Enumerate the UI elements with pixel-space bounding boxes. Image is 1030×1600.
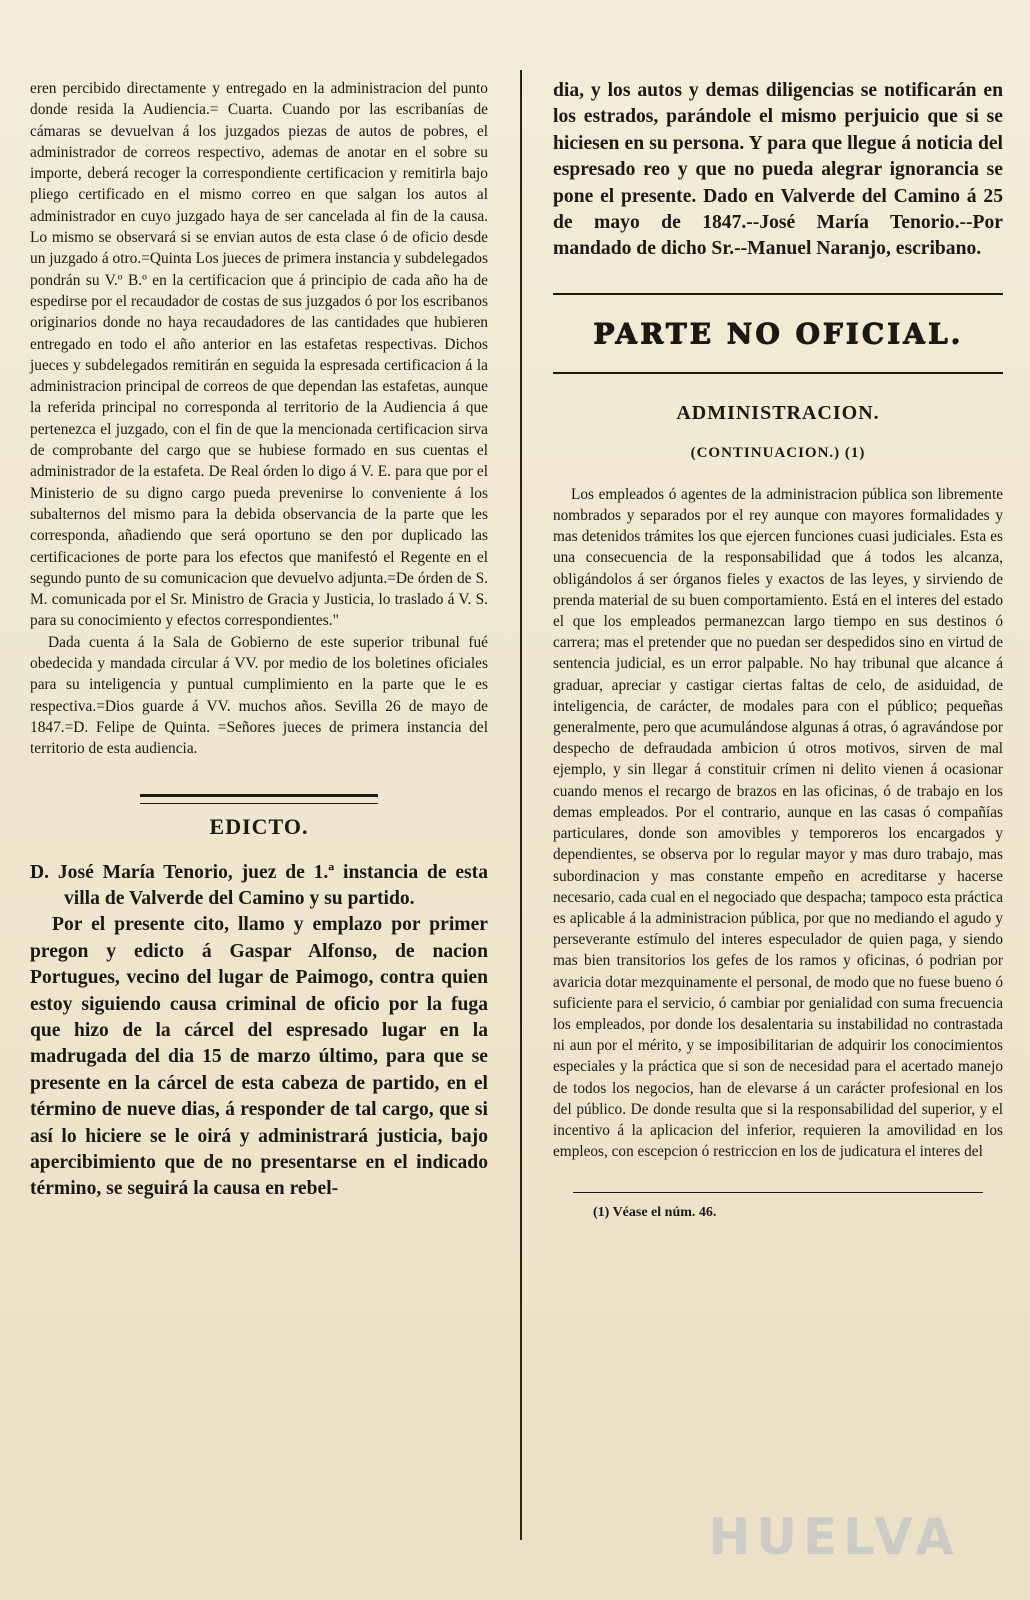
footnote-rule [573,1192,983,1193]
ornamental-rule [140,794,378,804]
body-paragraph-1: eren percibido directamente y entregado en la administracion del punto donde resida la Audiencia.= Cuarta. Cuando por las escribanías de cámaras se devuelvan á los juzgados piezas de autos de pobres, el administrador de correos respectivo, ademas de anotar en el sobre su importe, deberá recoger la correspondiente certificacion y remitirla bajo pliego certificado en el mismo correo en que salgan los autos al administrador en cuyo juzgado haya de ser cancelada al fin de la causa. Lo mismo se observará si se envian autos de esta clase ó de oficio desde un juzgado á otro.=Quinta Los jueces de primera instancia y subdelegados pondrán su V.º B.º en la certificacion que á principio de cada año ha de espedirse por el recaudador de costas de sus juzgados ó por los escribanos originarios donde no haya recaudadores de las cantidades que hubieren entregado en todo el año anterior en las estafetas respectivas. Dichos jueces y subdelegados remitirán en seguida la espresada certificacion á la administracion principal de correos de que dependan las estafetas, aunque la referida principal no corresponda al territorio de la Audiencia á que pertenezca el juzgado, con el fin de que la mencionada certificacion sirva de comprobante del cargo que se hubiese formado en sus cuentas el administrador de la estafeta. De Real órden lo digo á V. E. para que por el Ministerio de su digno cargo pueda prevenirse lo conveniente á los subalternos del mismo para la debida observancia de la parte que les corresponda, añadiendo que será oportuno se den por duplicado las certificaciones de porte para los efectos que manifestó el Regente en el segundo punto de su comunicacion que devuelvo adjunta.=De órden de S. M. comunicada por el Sr. Ministro de Gracia y Justicia, lo traslado á V. S. para su conocimiento y efectos correspondientes." [30,80,488,630]
section-rule-bottom [553,372,1003,374]
body-paragraph-2: Dada cuenta á la Sala de Gobierno de este superior tribunal fué obedecida y mandada circular á VV. por medio de los boletines oficiales para su inteligencia y puntual cumplimiento en la parte que le es respectiva.=Dios guarde á VV. muchos años. Sevilla 26 de mayo de 1847.=D. Felipe de Quinta. =Señores jueces de primera instancia del territorio de esta audiencia. [30,633,488,758]
section-subtitle: (CONTINUACION.) (1) [690,444,866,461]
section-title: ADMINISTRACION. [676,401,880,424]
column-divider [520,70,522,1540]
edicto-body: Por el presente cito, llamo y emplazo por primer pregon y edicto á Gaspar Alfonso, de nacion Portugues, vecino del lugar de Paimogo, contra quien estoy siguiendo causa criminal de oficio por la fuga que hizo de la cárcel del espresado lugar en la madrugada del dia 15 de marzo último, para que se presente en la cárcel de esta cabeza de partido, en el término de nueve dias, á responder de tal cargo, que si así lo hiciere se le oirá y administrará justicia, bajo apercibimiento que de no presentarse en el indicado término, se seguirá la causa en rebel- [30,914,488,1200]
edicto-heading: EDICTO. [209,813,309,839]
administracion-body: Los empleados ó agentes de la administracion pública son libremente nombrados y separados por el rey aunque con mayores formalidades y mas detenidos trámites los que ejercen funciones cuasi judiciales. Esta es una consecuencia de la responsabilidad que á todos les alcanza, obligándolos á ser órganos fieles y exactos de las leyes, y sirviendo de prenda material de su buen comportamiento. Está en el interes del estado el que los empleados permanezcan largo tiempo en sus destinos ó carrera; mas el pretender que no puedan ser despedidos sino en virtud de sentencia judicial, es un error palpable. No hay tribunal que alcance á graduar, apreciar y castigar ciertas faltas de celo, de asiduidad, de inteligencia, de carácter, de modales para con el público; pequeñas generalmente, pero que acumulándose algunas á otras, ó agravándose por despecho de defraudada ambicion ú otros motivos, sirven de mal ejemplo, y sin llegar á constituir crímen ni delito vienen á ocasionar cuando menos el recargo de brazos en las oficinas, ó de trabajo en los demas empleados. Por el contrario, aunque en las casas ó compañías particulares, donde son amovibles y temporeros los encargados y dependientes, se observa por lo regular mayor y mas duro trabajo, mas subordinacion y mas constante empeño en acreditarse y hacerse necesario, cada cual en el negociado que despacha; tampoco esta práctica es aplicable á la administracion pública, por que no mediando el agudo y perseverante estímulo del interes especulador de quien paga, y siendo mas bien transitorios los gefes de los ramos y oficinas, ó podrian por avaricia dotar mezquinamente el personal, de modo que no fuese bueno ó suficiente para el servicio, ó cambiar por genialidad con suma frecuencia los empleados, por donde los desalentaria su instabilidad no contrastada ni aun por el mérito, y se imposibilitarian de adquirir los conocimientos especiales y la práctica que si son de necesidad para el acertado manejo de todos los negocios, han de elevarse á un carácter profesional en los del público. De donde resulta que si la responsabilidad del superior, y el incentivo á la aplicacion del inferior, requieren la amovilidad en los empleos, con escepcion ó restriccion en los de judicatura el interes del [553,485,1003,1161]
footnote: (1) Véase el núm. 46. [593,1205,717,1221]
edicto-issuer: D. José María Tenorio, juez de 1.ª instancia de esta villa de Valverde del Camino y su partido. [30,861,488,909]
right-column [553,78,1003,1221]
edicto-continuation: dia, y los autos y demas diligencias se notificarán en los estrados, parándole el mismo perjuicio que si se hiciesen en su persona. Y para que llegue á noticia del espresado reo y que no pueda alegrar ignorancia se pone el presente. Dado en Valverde del Camino á 25 de mayo de 1847.--José María Tenorio.--Por mandado de dicho Sr.--Manuel Naranjo, escribano. [553,80,1003,260]
section-rule-top [553,293,1003,295]
archive-watermark: HUELVA [708,1508,960,1566]
left-column [30,78,488,1203]
section-banner: PARTE NO OFICIAL. [592,316,964,350]
